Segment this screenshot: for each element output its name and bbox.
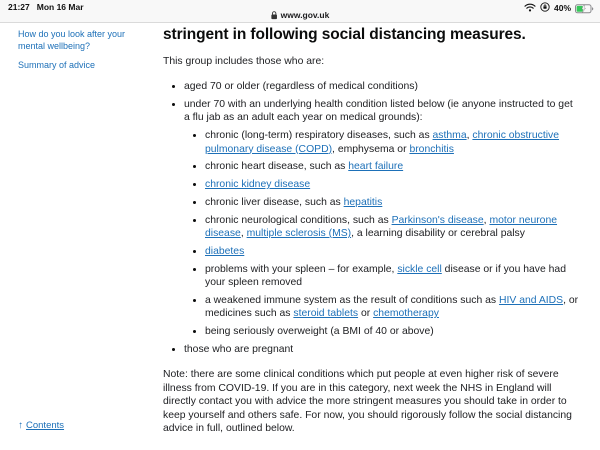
- list-item: • chronic neurological conditions, such as Parkinson's disease, motor neurone disease, multiple sclerosis (MS), a learning disability or cerebral palsy: [205, 214, 581, 241]
- clock-date: [8, 2, 84, 12]
- section-heading: stringent in following social distancing measures.: [163, 26, 526, 43]
- intro-text: This group includes those who are:: [163, 55, 325, 67]
- risk-group-list: [163, 80, 581, 356]
- list-item: • aged 70 or older (regardless of medical conditions): [184, 80, 581, 93]
- battery-percent: 40%: [553, 3, 571, 13]
- list-item: • being seriously overweight (a BMI of 40 or above): [205, 325, 581, 338]
- inline-link[interactable]: chronic kidney disease: [205, 179, 311, 191]
- inline-link[interactable]: heart failure: [348, 161, 404, 173]
- lock-icon: [271, 11, 278, 20]
- list-item: • chronic heart disease, such as heart failure: [205, 160, 581, 173]
- inline-link[interactable]: motor neurone disease: [205, 214, 558, 240]
- up-arrow-icon: ↑: [18, 420, 23, 431]
- contents-link-label: Contents: [26, 420, 65, 431]
- status-bar: [0, 0, 600, 23]
- rotation-lock-icon: [540, 2, 550, 14]
- note-text: Note: there are some clinical conditions which put people at even higher risk of severe illness from COVID-19. If you are in this category, next week the NHS in England will directly contact you with advice the more stringent measures you should take in order to keep yourself and others safe. For now, you should rigorously follow the social distancing advice in full, outlined below.: [163, 369, 572, 435]
- list-item: [205, 178, 581, 191]
- inline-link[interactable]: multiple sclerosis (MS): [246, 228, 352, 240]
- clock: 21:27: [8, 2, 30, 12]
- bullet-list-level-1: [163, 80, 581, 356]
- list-item: [205, 245, 581, 258]
- inline-link[interactable]: asthma: [432, 130, 467, 142]
- list-item: • problems with your spleen – for example, sickle cell disease or if you have had your spleen removed: [205, 263, 581, 290]
- inline-link[interactable]: chronic obstructive pulmonary disease (COPD): [205, 130, 560, 155]
- list-item: • those who are pregnant: [184, 343, 581, 356]
- article-content: [163, 26, 581, 436]
- inline-link[interactable]: HIV and AIDS: [498, 294, 564, 306]
- address-bar[interactable]: [271, 10, 330, 20]
- inline-link[interactable]: hepatitis: [343, 197, 383, 209]
- inline-link[interactable]: sickle cell: [397, 263, 442, 275]
- inline-link[interactable]: chemotherapy: [373, 308, 439, 320]
- inline-link[interactable]: steroid tablets: [293, 308, 359, 320]
- contents-sidebar: [18, 29, 148, 80]
- contents-link[interactable]: [18, 420, 64, 431]
- list-item: • under 70 with an underlying health condition listed below (ie anyone instructed to get a flu jab as an adult each year on medical grounds): • chronic (long-term) respiratory diseases, such as asthma, chronic obstructive pulmonary disease (COPD), emphysema or bronchitis • chronic heart disease, such as heart failure • chronic kidney disease • chronic liver disease, such as hepatitis • chronic neurological conditions, such as Parkinson's disease, motor neurone disease, multiple sclerosis (MS), a learning disability or cerebral palsy • diabetes • problems with your spleen – for example, sickle cell disease or if you have had your spleen removed • a weakened immune system as the result of conditions such as HIV and AIDS, or medicines such as steroid tablets or chemotherapy • being seriously overweight (a BMI of 40 or above): [184, 98, 581, 338]
- inline-link[interactable]: diabetes: [205, 245, 245, 257]
- inline-link[interactable]: bronchitis: [409, 143, 454, 155]
- list-item: • chronic liver disease, such as hepatitis: [205, 196, 581, 209]
- url-text: www.gov.uk: [280, 10, 330, 20]
- list-item: • a weakened immune system as the result of conditions such as HIV and AIDS, or medicines such as steroid tablets or chemotherapy: [205, 294, 581, 321]
- inline-link[interactable]: Parkinson's disease: [391, 214, 484, 226]
- list-item: • chronic (long-term) respiratory diseases, such as asthma, chronic obstructive pulmonary disease (COPD), emphysema or bronchitis: [205, 129, 581, 156]
- bullet-list-level-2: [184, 129, 581, 338]
- battery-icon: [575, 4, 593, 13]
- status-icons: [524, 2, 593, 14]
- sidebar-link-mental-wellbeing[interactable]: How do you look after your mental wellbeing?: [18, 29, 126, 51]
- wifi-icon: [524, 3, 536, 14]
- sidebar-link-summary-of-advice[interactable]: Summary of advice: [18, 60, 96, 71]
- date: Mon 16 Mar: [36, 2, 84, 12]
